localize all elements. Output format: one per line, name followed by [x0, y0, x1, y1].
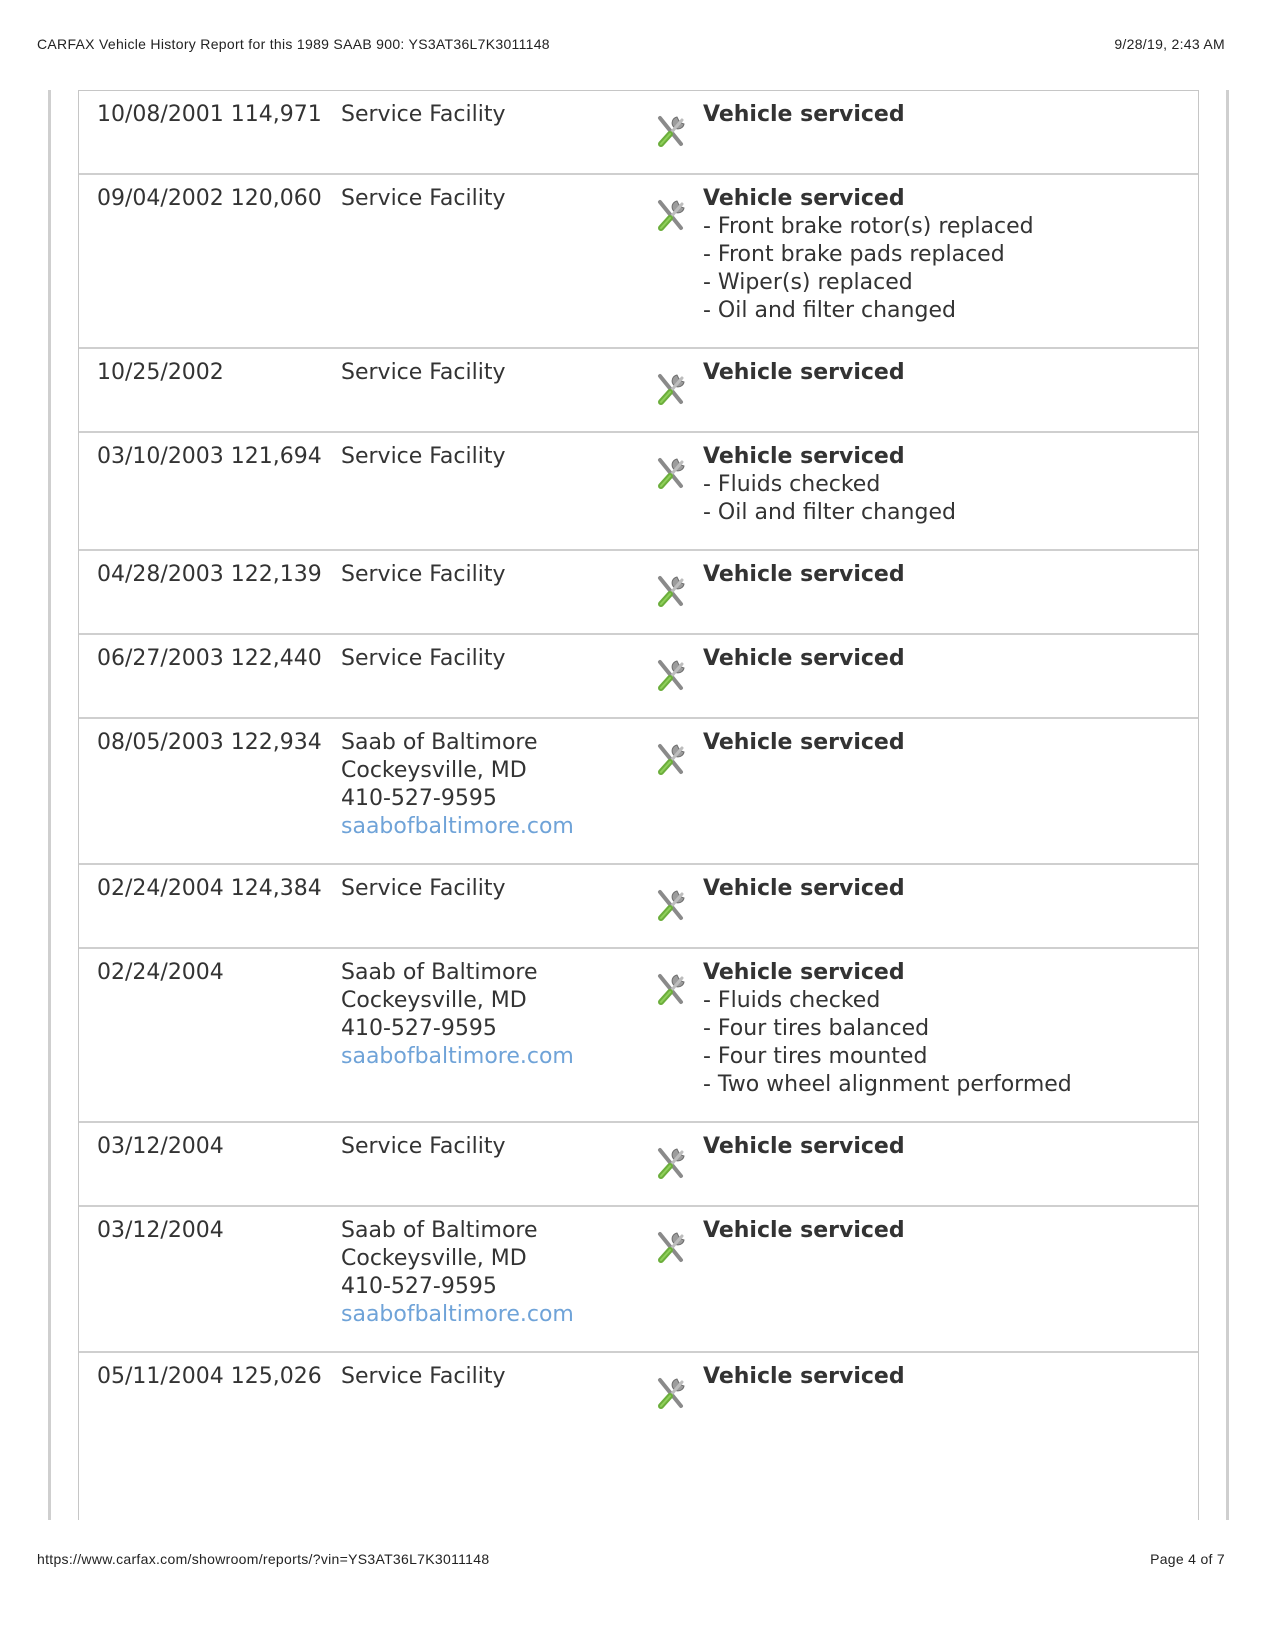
- source-cell: [341, 443, 653, 527]
- source-line: Cockeysville, MD: [341, 758, 527, 783]
- wrench-screwdriver-icon: [653, 645, 703, 695]
- page-url: https://www.carfax.com/showroom/reports/?vin=YS3AT36L7K3011148: [37, 1551, 490, 1567]
- details-cell: [703, 1133, 1198, 1183]
- source-line: Service Facility: [341, 876, 506, 901]
- date-odometer: 03/10/2003 121,694: [97, 444, 322, 469]
- detail-line: - Four tires mounted: [703, 1044, 928, 1069]
- source-cell: [341, 1133, 653, 1183]
- source-line: Service Facility: [341, 562, 506, 587]
- source-cell: [341, 959, 653, 1099]
- source-line: 410-527-9595: [341, 786, 497, 811]
- table-row: [79, 719, 1198, 865]
- source-line: Service Facility: [341, 444, 506, 469]
- details-cell: [703, 1217, 1198, 1329]
- dealer-website-link[interactable]: saabofbaltimore.com: [341, 1302, 574, 1327]
- table-row: [79, 175, 1198, 349]
- source-line: Service Facility: [341, 1134, 506, 1159]
- date-odometer: 02/24/2004 124,384: [97, 876, 322, 901]
- detail-line: - Fluids checked: [703, 472, 881, 497]
- date-odometer: 06/27/2003 122,440: [97, 646, 322, 671]
- right-frame-line: [1226, 90, 1229, 1520]
- source-line: Saab of Baltimore: [341, 730, 538, 755]
- date-odometer: 10/25/2002: [97, 360, 224, 385]
- event-title: Vehicle serviced: [703, 730, 905, 755]
- table-row: [79, 1353, 1198, 1437]
- event-title: Vehicle serviced: [703, 876, 905, 901]
- print-datetime: 9/28/19, 2:43 AM: [1114, 36, 1225, 52]
- details-cell: [703, 443, 1198, 527]
- table-row: [79, 1123, 1198, 1207]
- wrench-screwdriver-icon: [653, 101, 703, 151]
- source-line: Cockeysville, MD: [341, 988, 527, 1013]
- source-cell: [341, 1217, 653, 1329]
- date-odometer: 05/11/2004 125,026: [97, 1364, 322, 1389]
- wrench-screwdriver-icon: [653, 875, 703, 925]
- details-cell: [703, 1363, 1198, 1415]
- date-odometer: 09/04/2002 120,060: [97, 186, 322, 211]
- event-title: Vehicle serviced: [703, 1364, 905, 1389]
- wrench-screwdriver-icon: [653, 359, 703, 409]
- source-line: Service Facility: [341, 360, 506, 385]
- detail-line: - Oil and filter changed: [703, 298, 956, 323]
- details-cell: [703, 959, 1198, 1099]
- date-odometer: 03/12/2004: [97, 1218, 224, 1243]
- event-title: Vehicle serviced: [703, 960, 905, 985]
- source-cell: [341, 359, 653, 409]
- wrench-screwdriver-icon: [653, 1133, 703, 1183]
- table-row: [79, 349, 1198, 433]
- source-cell: [341, 185, 653, 325]
- event-title: Vehicle serviced: [703, 360, 905, 385]
- date-odometer: 02/24/2004: [97, 960, 224, 985]
- source-line: Service Facility: [341, 1364, 506, 1389]
- detail-line: - Four tires balanced: [703, 1016, 930, 1041]
- event-title: Vehicle serviced: [703, 1134, 905, 1159]
- table-row: [79, 1207, 1198, 1353]
- detail-line: - Fluids checked: [703, 988, 881, 1013]
- date-odometer: 04/28/2003 122,139: [97, 562, 322, 587]
- event-title: Vehicle serviced: [703, 102, 905, 127]
- source-line: Cockeysville, MD: [341, 1246, 527, 1271]
- details-cell: [703, 645, 1198, 695]
- wrench-screwdriver-icon: [653, 729, 703, 841]
- details-cell: [703, 875, 1198, 925]
- table-row: [79, 91, 1198, 175]
- service-records-table: [78, 90, 1199, 1520]
- left-frame-line: [48, 90, 51, 1520]
- source-cell: [341, 561, 653, 611]
- details-cell: [703, 101, 1198, 151]
- wrench-screwdriver-icon: [653, 561, 703, 611]
- wrench-screwdriver-icon: [653, 959, 703, 1099]
- detail-line: - Two wheel alignment performed: [703, 1072, 1072, 1097]
- source-cell: [341, 1363, 653, 1415]
- details-cell: [703, 561, 1198, 611]
- date-odometer: 08/05/2003 122,934: [97, 730, 322, 755]
- source-cell: [341, 875, 653, 925]
- source-cell: [341, 101, 653, 151]
- wrench-screwdriver-icon: [653, 1217, 703, 1329]
- event-title: Vehicle serviced: [703, 444, 905, 469]
- page-number: Page 4 of 7: [1150, 1551, 1225, 1567]
- date-odometer: 03/12/2004: [97, 1134, 224, 1159]
- detail-line: - Front brake rotor(s) replaced: [703, 214, 1034, 239]
- table-row: [79, 551, 1198, 635]
- dealer-website-link[interactable]: saabofbaltimore.com: [341, 1044, 574, 1069]
- wrench-screwdriver-icon: [653, 185, 703, 325]
- event-title: Vehicle serviced: [703, 562, 905, 587]
- details-cell: [703, 185, 1198, 325]
- source-line: Saab of Baltimore: [341, 960, 538, 985]
- event-title: Vehicle serviced: [703, 1218, 905, 1243]
- table-row: [79, 433, 1198, 551]
- wrench-screwdriver-icon: [653, 443, 703, 527]
- source-cell: [341, 645, 653, 695]
- wrench-screwdriver-icon: [653, 1363, 703, 1415]
- dealer-website-link[interactable]: saabofbaltimore.com: [341, 814, 574, 839]
- date-odometer: 10/08/2001 114,971: [97, 102, 322, 127]
- source-cell: [341, 729, 653, 841]
- detail-line: - Wiper(s) replaced: [703, 270, 913, 295]
- details-cell: [703, 729, 1198, 841]
- event-title: Vehicle serviced: [703, 186, 905, 211]
- source-line: Service Facility: [341, 186, 506, 211]
- table-row: [79, 635, 1198, 719]
- source-line: 410-527-9595: [341, 1274, 497, 1299]
- source-line: Saab of Baltimore: [341, 1218, 538, 1243]
- details-cell: [703, 359, 1198, 409]
- source-line: 410-527-9595: [341, 1016, 497, 1041]
- table-row: [79, 865, 1198, 949]
- event-title: Vehicle serviced: [703, 646, 905, 671]
- report-title: CARFAX Vehicle History Report for this 1989 SAAB 900: YS3AT36L7K3011148: [37, 36, 550, 52]
- source-line: Service Facility: [341, 646, 506, 671]
- source-line: Service Facility: [341, 102, 506, 127]
- detail-line: - Front brake pads replaced: [703, 242, 1005, 267]
- table-row: [79, 949, 1198, 1123]
- detail-line: - Oil and filter changed: [703, 500, 956, 525]
